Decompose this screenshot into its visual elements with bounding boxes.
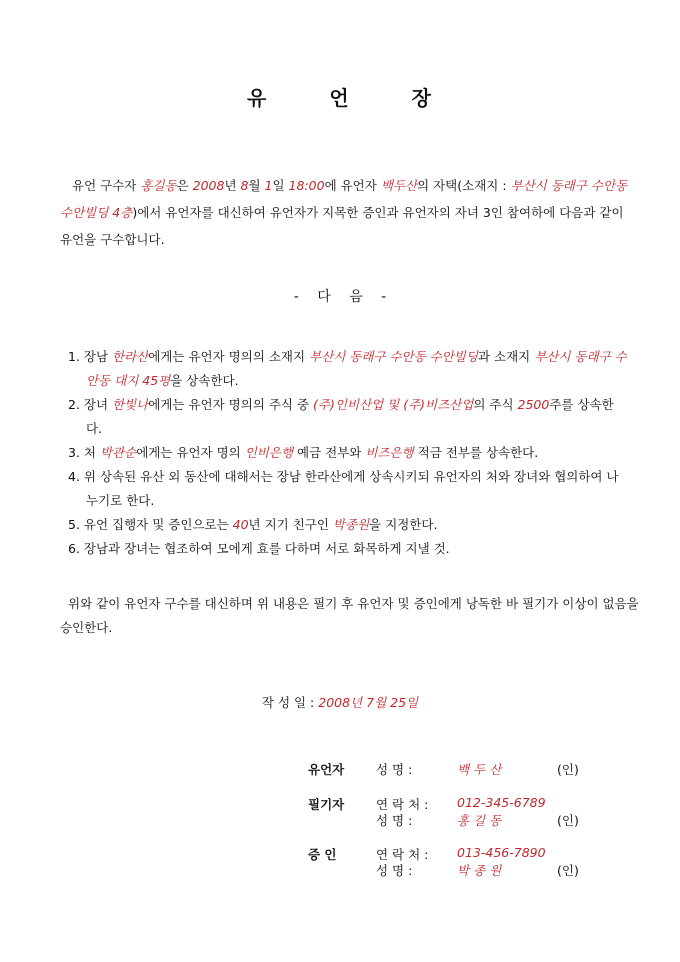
highlighted-text: 인비은행 — [244, 445, 294, 460]
item-text: 년 지기 친구인 — [248, 517, 333, 532]
intro-text: 에 유언자 — [324, 178, 381, 193]
item-text: 에게는 유언자 명의의 주식 중 — [148, 397, 314, 412]
highlighted-text: 박관순 — [99, 445, 137, 460]
bequest-item — [68, 465, 628, 513]
intro-text: 유언 구수자 — [72, 178, 141, 193]
testator-name-label: 성 명 : — [376, 762, 413, 777]
date-label: 작 성 일 : — [261, 695, 319, 710]
item-text: 의 주식 — [473, 397, 518, 412]
item-text: 적금 전부를 상속한다. — [413, 445, 539, 460]
item-text: 에게는 유언자 명의 — [136, 445, 245, 460]
item-text: 5. 유언 집행자 및 증인으로는 — [68, 517, 233, 532]
highlighted-text: 부산시 동래구 수안동 대지 45평 — [86, 349, 627, 388]
bequest-item — [68, 345, 628, 393]
witness-seal: (인) — [557, 863, 579, 878]
bequest-item — [68, 441, 628, 465]
intro-day: 1 — [264, 178, 273, 193]
item-text: 4. 위 상속된 유산 외 동산에 대해서는 장남 한라산에게 상속시키되 유언자의 처와 장녀와 협의하여 나누기로 한다. — [68, 469, 619, 508]
testator-seal: (인) — [557, 762, 579, 777]
highlighted-text: 비즈은행 — [365, 445, 414, 460]
highlighted-text: 2500 — [517, 397, 550, 412]
item-text: 2. 장녀 — [68, 397, 113, 412]
intro-text: 의 자택(소재지 : — [417, 178, 511, 193]
item-text: 과 소재지 — [477, 349, 535, 364]
scribe-name: 홍 길 동 — [457, 813, 502, 828]
intro-text: )에서 유언자를 대신하여 유언자가 지목한 증인과 유언자의 자녀 3인 참여하에 다음과 같이 유언을 구수합니다. — [60, 205, 624, 247]
proxy-name: 홍길동 — [140, 178, 177, 193]
intro-month: 8 — [240, 178, 249, 193]
intro-text: 은 — [176, 178, 193, 193]
item-text: 주를 상속한다. — [86, 397, 614, 436]
highlighted-text: 40 — [232, 517, 249, 532]
intro-address: 부산시 동래구 수안동 수안빌딩 4층 — [60, 178, 628, 220]
witness-role: 증 인 — [308, 847, 337, 862]
bequest-item — [68, 513, 628, 537]
item-text: 6. 장남과 장녀는 협조하여 모에게 효를 다하며 서로 화목하게 지낼 것. — [68, 541, 450, 556]
intro-time: 18:00 — [288, 178, 325, 193]
witness-name-label: 성 명 : — [376, 863, 413, 878]
date-value: 2008년 7월 25일 — [318, 695, 419, 710]
scribe-contact: 012-345-6789 — [457, 795, 546, 810]
witness-contact: 013-456-7890 — [457, 845, 546, 860]
closing-paragraph: 위와 같이 유언자 구수를 대신하며 위 내용은 필기 후 유언자 및 증인에게 낭독한 바 필기가 이상이 없음을 승인한다. — [60, 596, 639, 635]
testator-name: 백두산 — [380, 178, 418, 193]
testator-role: 유언자 — [308, 762, 345, 777]
highlighted-text: 한라산 — [112, 349, 149, 364]
highlighted-text: 부산시 동래구 수안동 수안빌딩 — [309, 349, 478, 364]
item-text: 예금 전부와 — [293, 445, 366, 460]
date-line — [0, 693, 680, 711]
scribe-seal: (인) — [557, 813, 579, 828]
scribe-contact-label: 연 락 처 : — [376, 797, 429, 812]
item-text: 을 상속한다. — [170, 373, 239, 388]
intro-text: 년 — [224, 178, 241, 193]
highlighted-text: (주)인비산업 및 (주)비즈산업 — [313, 397, 474, 412]
item-text: 을 지정한다. — [369, 517, 438, 532]
scribe-role: 필기자 — [308, 797, 345, 812]
highlighted-text: 한빛나 — [112, 397, 149, 412]
bequest-item — [68, 537, 628, 561]
section-heading: - 다 음 - — [293, 289, 387, 305]
intro-text: 월 — [248, 178, 265, 193]
witness-name: 박 종 원 — [457, 863, 502, 878]
scribe-name-label: 성 명 : — [376, 813, 413, 828]
item-text: 에게는 유언자 명의의 소재지 — [148, 349, 310, 364]
intro-text: 일 — [272, 178, 289, 193]
document-title: 유 언 장 — [247, 86, 433, 110]
intro-paragraph — [60, 172, 630, 253]
intro-year: 2008 — [192, 178, 225, 193]
bequest-item — [68, 393, 628, 441]
item-text: 3. 처 — [68, 445, 100, 460]
witness-contact-label: 연 락 처 : — [376, 847, 429, 862]
highlighted-text: 박종원 — [332, 517, 370, 532]
testator-signature-name: 백 두 산 — [457, 762, 502, 777]
item-text: 1. 장남 — [68, 349, 113, 364]
bequest-list — [68, 345, 628, 561]
